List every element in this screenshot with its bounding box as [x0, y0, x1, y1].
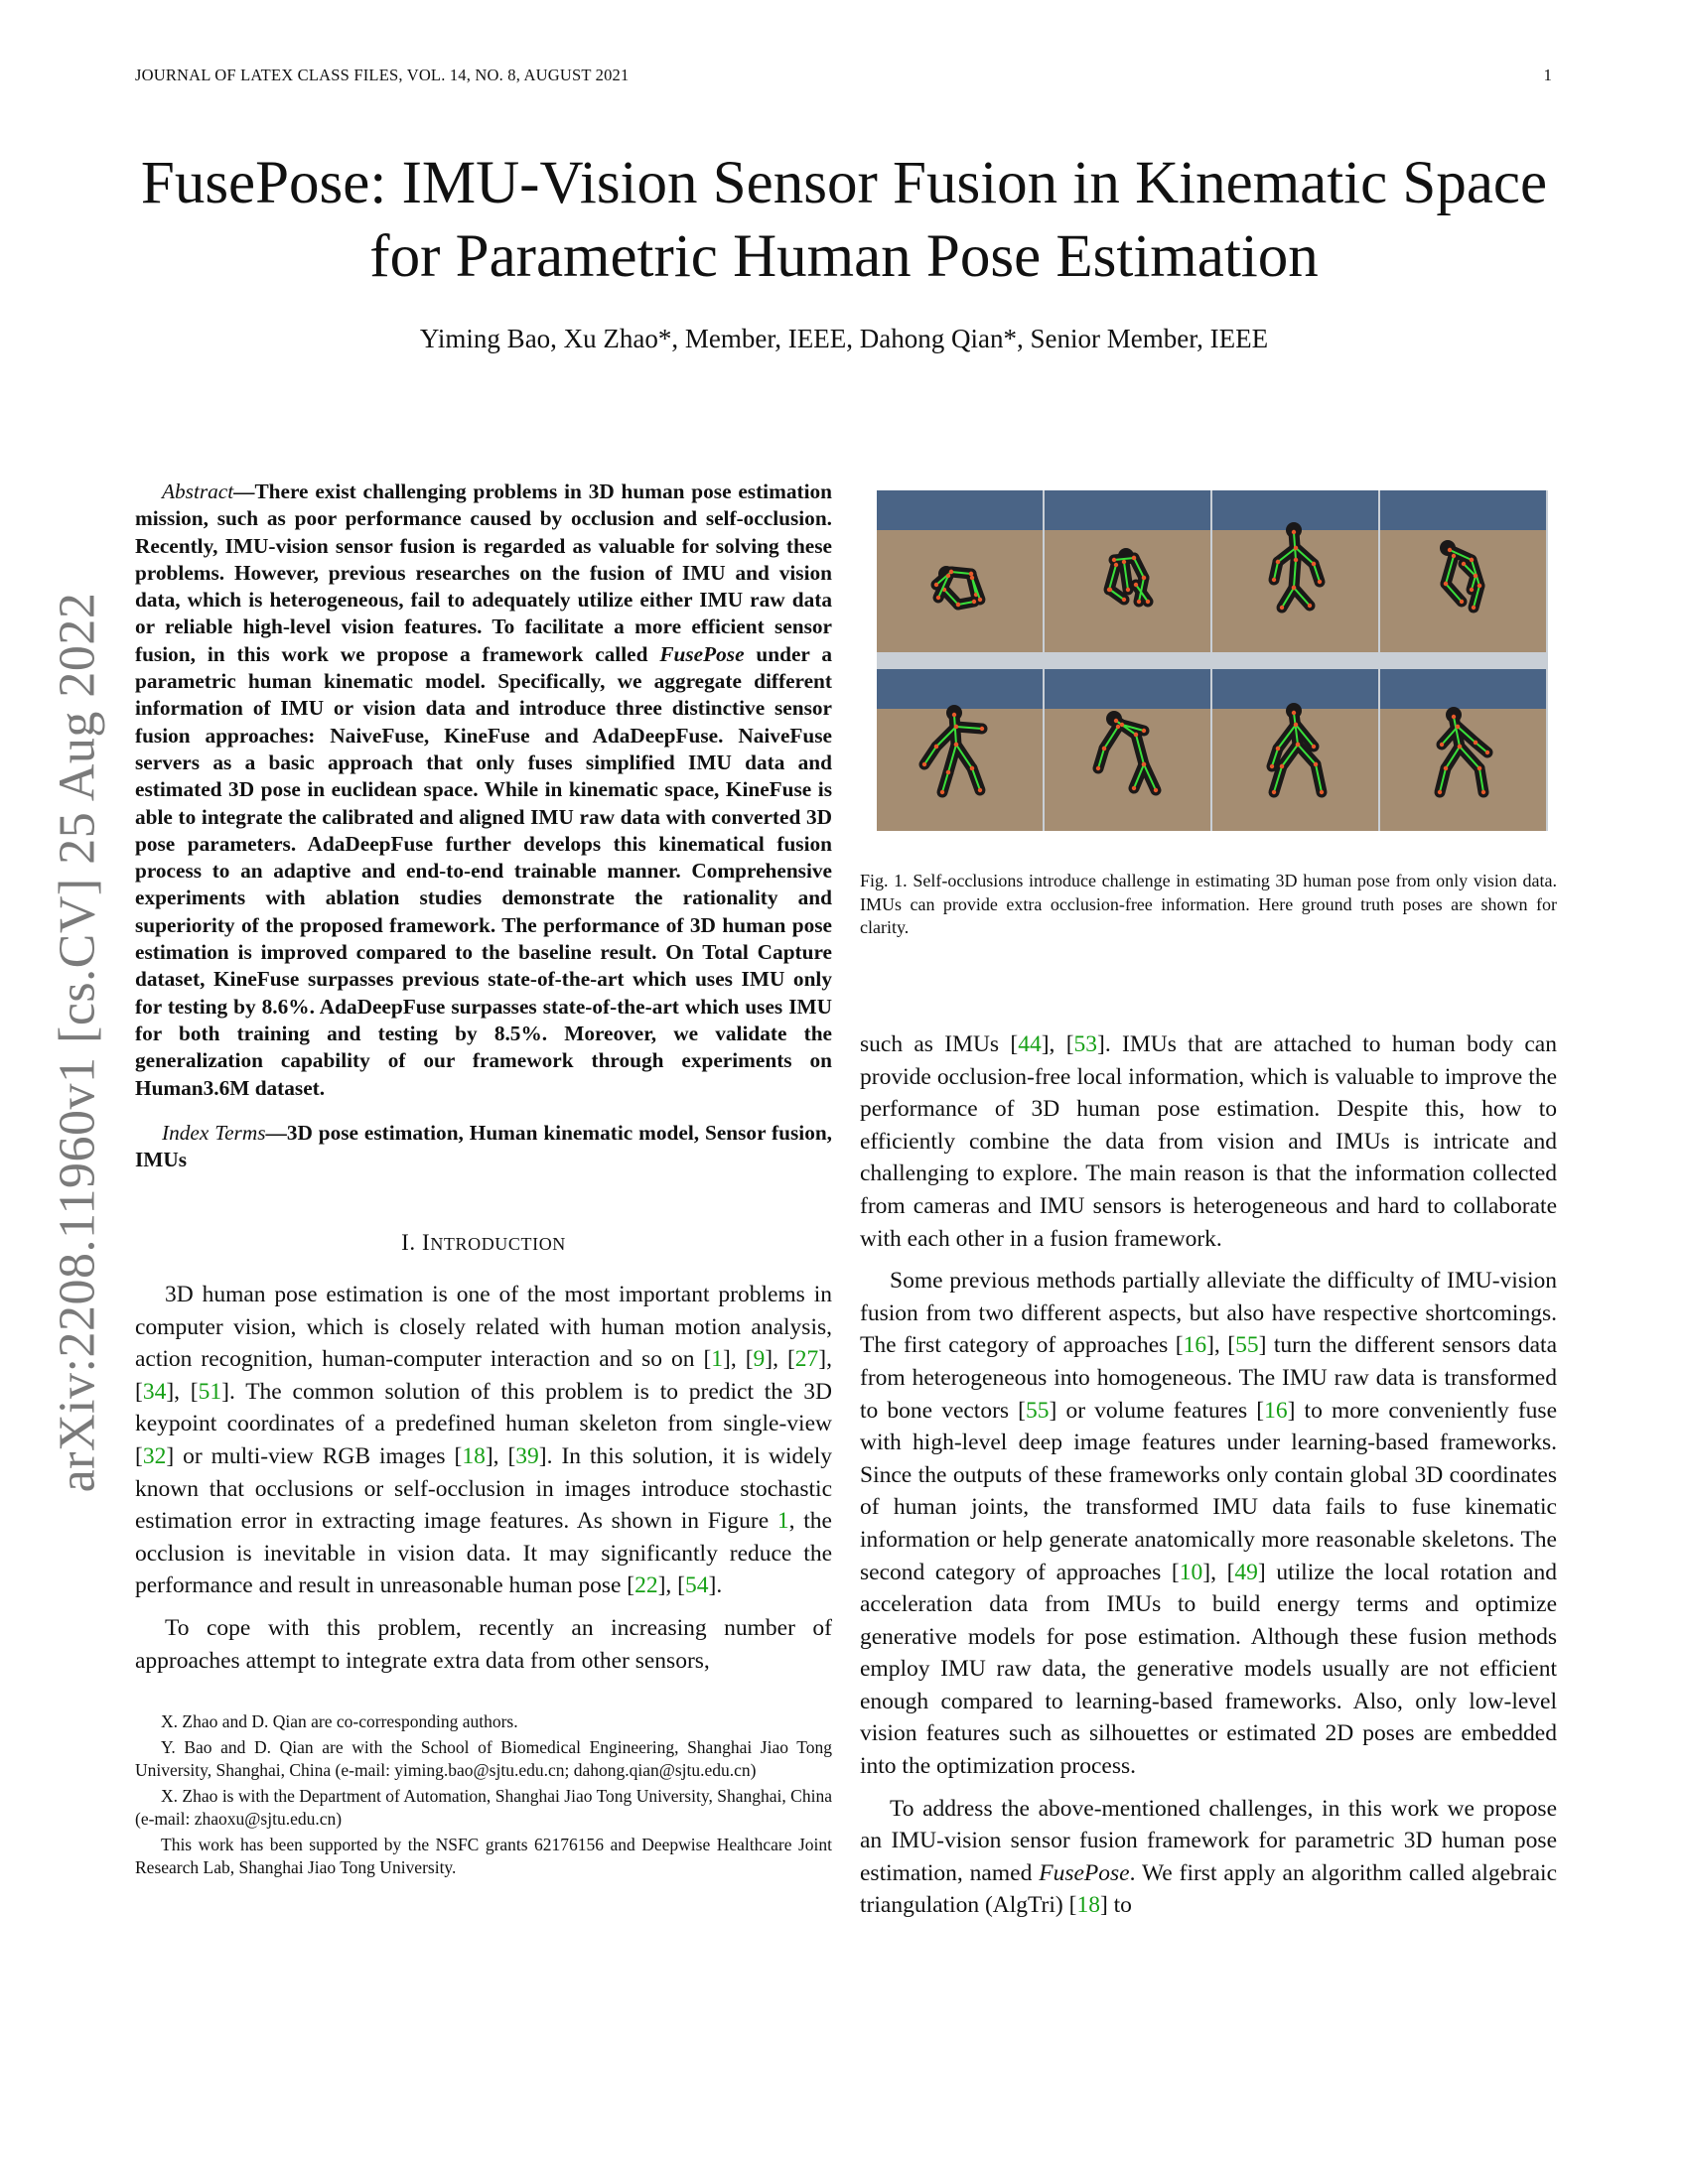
paragraph-text: ], [	[1041, 1031, 1074, 1057]
p4-emph: FusePose	[1039, 1859, 1130, 1886]
paragraph-text: ], [	[485, 1442, 516, 1469]
paragraph-text: , the occlusion is inevitable in vision data. It may significantly reduce the performance and result in unreasonable human pose [	[135, 1508, 832, 1599]
p4-text-b: . We first apply an algorithm called algebraic triangulation (AlgTri) [	[860, 1859, 1557, 1919]
citation-link[interactable]: 22	[634, 1572, 658, 1599]
section-number: I.	[401, 1230, 423, 1256]
paragraph-text: ] turn the different sensors data from heterogeneous into homogeneous. The IMU raw data is transformed to bone vectors [	[860, 1332, 1558, 1424]
abstract-text-2: under a parametric human kinematic model. Specifically, we aggregate different information of IMU or vision data and introduce three distinctive sensor fusion approaches: NaiveFuse, KineFuse and AdaDeepFuse. NaiveFuse servers as a basic approach that only fuses simplified IMU data and estimated 3D pose in euclidean space. While in kinematic space, KineFuse is able to integrate the calibrated and aligned IMU raw data with converted 3D pose parameters. AdaDeepFuse further develops this kinematical fusion process to an adaptive and end-to-end trainable manner. Comprehensive experiments with ablation studies demonstrate the rationality and superiority of the proposed framework. The performance of 3D human pose estimation is improved compared to the baseline result. On Total Capture dataset, KineFuse surpasses previous state-of-the-art which uses IMU only for testing by 8.6%. AdaDeepFuse surpasses state-of-the-art which uses IMU for both training and testing by 8.5%. Moreover, we validate the generalization capability of our framework through experiments on Human3.6M dataset.	[135, 641, 832, 1100]
citation-link[interactable]: 9	[753, 1346, 766, 1373]
paper-title: FusePose: IMU-Vision Sensor Fusion in Kinematic Space for Parametric Human Pose Estimation	[140, 150, 1548, 290]
intro-paragraph-2-continued	[860, 1028, 1557, 1255]
paragraph-text: ]. IMUs that are attached to human body can provide occlusion-free local information, which is valuable to improve the performance of 3D human pose estimation. Despite this, how to efficiently combine the data from vision and IMUs is intricate and challenging to explore. The main reason is that the information collected from cameras and IMU sensors is heterogeneous and hard to collaborate with each other in a fusion framework.	[860, 1031, 1557, 1252]
index-terms-text: —3D pose estimation, Human kinematic model, Sensor fusion, IMUs	[135, 1120, 833, 1172]
abstract-emph: FusePose	[659, 641, 745, 666]
intro-paragraph-4	[860, 1793, 1557, 1922]
footnote-3: X. Zhao is with the Department of Automation, Shanghai Jiao Tong University, Shanghai, China (e-mail: zhaoxu@sjtu.edu.cn)	[135, 1785, 832, 1830]
paragraph-text: ]. The common solution of this problem is to predict the 3D keypoint coordinates of a predefined human skeleton from single-view [	[135, 1378, 832, 1469]
figure-frame	[877, 669, 1043, 831]
footnote-1: X. Zhao and D. Qian are co-corresponding authors.	[161, 1711, 518, 1732]
figure-1-image	[877, 490, 1548, 831]
abstract-text-1: —There exist challenging problems in 3D human pose estimation mission, such as poor performance caused by occlusion and self-occlusion. Recently, IMU-vision sensor fusion is regarded as valuable for solving these problems. However, previous researches on the fusion of IMU and vision data, which is heterogeneous, fail to adequately utilize either IMU raw data or reliable high-level vision features. To facilitate a more efficient sensor fusion, in this work we propose a framework called	[135, 479, 832, 666]
figure-frame	[1045, 669, 1210, 831]
paragraph-text: ] utilize the local rotation and acceleration data from IMUs to build energy terms and optimize generative models for pose estimation. Although these fusion methods employ IMU raw data, the generative models usually are not efficient enough compared to learning-based frameworks. Also, only low-level vision features such as silhouettes or estimated 2D poses are embedded into the optimization process.	[860, 1559, 1557, 1780]
citation-link[interactable]: 44	[1018, 1031, 1042, 1057]
paragraph-text: ], [	[166, 1378, 199, 1405]
right-column	[860, 1028, 1557, 1932]
running-header: JOURNAL OF LATEX CLASS FILES, VOL. 14, NO. 8, AUGUST 2021	[135, 66, 630, 84]
citation-link[interactable]: 39	[515, 1442, 539, 1469]
studio-floor	[1380, 530, 1546, 652]
paragraph-text: 3D human pose estimation is one of the most important problems in computer vision, which is closely related with human motion analysis, action recognition, human-computer interaction and so on [	[135, 1282, 832, 1373]
citation-link[interactable]: 16	[1183, 1332, 1207, 1359]
page-number: 1	[1543, 66, 1552, 84]
index-terms-lead: Index Terms	[162, 1120, 266, 1145]
author-list: Yiming Bao, Xu Zhao*, Member, IEEE, Dahong Qian*, Senior Member, IEEE	[419, 324, 1269, 353]
citation-link[interactable]: 18	[462, 1442, 486, 1469]
citation-link[interactable]: 49	[1234, 1559, 1258, 1585]
citation-link[interactable]: 53	[1073, 1031, 1098, 1057]
paragraph-text: ], [	[1206, 1332, 1236, 1359]
paragraph-text: Some previous methods partially alleviate the difficulty of IMU-vision fusion from two different aspects, but also have respective shortcomings. The first category of approaches [	[860, 1268, 1557, 1359]
intro-paragraph-3	[860, 1265, 1557, 1783]
citation-link[interactable]: 1	[711, 1346, 724, 1373]
arxiv-stamp: arXiv:2208.11960v1 [cs.CV] 25 Aug 2022	[49, 592, 106, 1493]
figure-frame	[1045, 490, 1210, 652]
p4-text-a: To address the above-mentioned challenges, in this work we propose an IMU-vision sensor fusion framework for parametric 3D human pose estimation, named	[860, 1795, 1557, 1886]
paragraph-text: such as IMUs [	[860, 1031, 1019, 1057]
footnote-2: Y. Bao and D. Qian are with the School of Biomedical Engineering, Shanghai Jiao Tong University, Shanghai, China (e-mail: yiming.bao@sjtu.edu.cn; dahong.qian@sjtu.edu.cn)	[135, 1736, 832, 1781]
citation-link[interactable]: 18	[1076, 1892, 1100, 1919]
abstract-lead: Abstract	[162, 479, 234, 503]
citation-link[interactable]: 16	[1264, 1397, 1288, 1424]
citation-link[interactable]: 10	[1179, 1559, 1203, 1585]
paragraph-text: ] or multi-view RGB images [	[166, 1442, 463, 1469]
paragraph-text: ] or volume features [	[1049, 1397, 1265, 1424]
citation-link[interactable]: 1	[776, 1508, 789, 1535]
intro-paragraph-1	[135, 1279, 832, 1602]
intro-paragraph-2: To cope with this problem, recently an increasing number of approaches attempt to integrate extra data from other sensors,	[135, 1614, 832, 1674]
index-terms	[135, 1120, 832, 1174]
figure-frame	[1212, 490, 1378, 652]
paragraph-text: ], [	[1202, 1559, 1235, 1585]
figure-caption: Fig. 1. Self-occlusions introduce challenge in estimating 3D human pose from only vision data. IMUs can provide extra occlusion-free information. Here ground truth poses are shown for clarity.	[860, 871, 1557, 937]
p4-text-c: ] to	[1099, 1892, 1132, 1919]
citation-link[interactable]: 55	[1235, 1332, 1259, 1359]
studio-floor	[877, 530, 1043, 652]
figure-frame	[1212, 669, 1378, 831]
paragraph-text: ]. In this solution, it is widely known that occlusions or self-occlusion in images introduce stochastic estimation error in extracting image features. As shown in Figure	[135, 1442, 833, 1535]
section-rest: NTRODUCTION	[430, 1234, 566, 1255]
citation-link[interactable]: 27	[794, 1346, 819, 1373]
citation-link[interactable]: 32	[142, 1442, 167, 1469]
citation-link[interactable]: 34	[142, 1378, 167, 1405]
paragraph-text: ].	[708, 1572, 723, 1599]
figure-frame	[1380, 490, 1546, 652]
figure-frame	[1380, 669, 1546, 831]
figure-frame	[877, 490, 1043, 652]
paragraph-text: ], [	[135, 1346, 832, 1405]
abstract	[135, 478, 832, 1102]
paragraph-text: ], [	[765, 1346, 795, 1373]
citation-link[interactable]: 54	[685, 1572, 709, 1599]
paragraph-text: ] to more conveniently fuse with high-level deep image features under learning-based frameworks. Since the outputs of these frameworks only contain global 3D coordinates of human joints, the transformed IMU data fails to fuse kinematic information or help generate anatomically more reasonable skeletons. The second category of approaches [	[860, 1397, 1557, 1585]
citation-link[interactable]: 51	[198, 1378, 222, 1405]
paragraph-text: ], [	[657, 1572, 686, 1599]
footnote-4: This work has been supported by the NSFC grants 62176156 and Deepwise Healthcare Joint Research Lab, Shanghai Jiao Tong University.	[135, 1834, 832, 1878]
paragraph-text: ], [	[723, 1346, 754, 1373]
citation-link[interactable]: 55	[1026, 1397, 1050, 1424]
left-column	[135, 478, 832, 1882]
section-initial: I	[422, 1230, 431, 1256]
footnotes	[135, 1710, 832, 1880]
section-heading	[135, 1227, 832, 1261]
